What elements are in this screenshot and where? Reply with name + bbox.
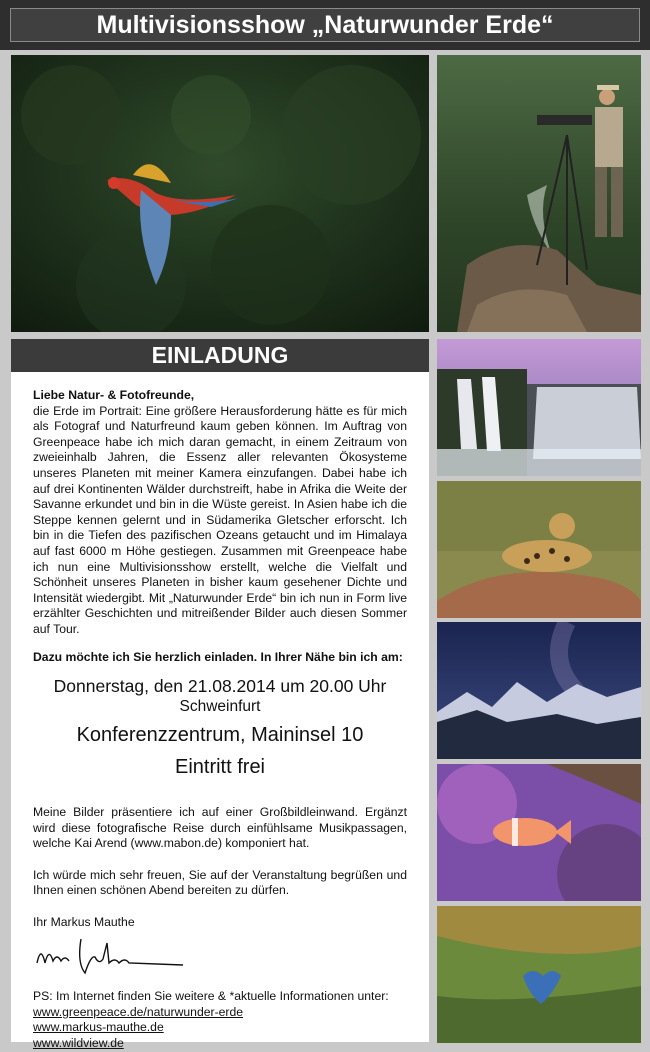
event-venue: Konferenzzentrum, Maininsel 10	[76, 724, 364, 747]
signature-image	[33, 933, 193, 981]
event-details	[33, 675, 407, 781]
event-city: Schweinfurt	[179, 698, 261, 716]
leopard-image	[437, 481, 641, 618]
event-date: Donnerstag, den 21.08.2014 um 20.00 Uhr	[53, 676, 387, 697]
aerial-image	[437, 906, 641, 1043]
signoff: Ihr Markus Mauthe	[33, 915, 135, 930]
mountains-photo	[437, 622, 641, 759]
link-greenpeace[interactable]: www.greenpeace.de/naturwunder-erde	[33, 1004, 244, 1019]
link-wildview[interactable]: www.wildview.de	[33, 1036, 124, 1051]
greeting: Liebe Natur- & Fotofreunde,	[33, 388, 195, 402]
photographer-image	[437, 55, 641, 332]
paragraph-music: Meine Bilder präsentiere ich auf einer Großbildleinwand. Ergänzt wird diese fotografische Reise durch einfühlsame Musikpassagen, welche Kai Arend (www.mabon.de) komponiert hat.	[33, 805, 407, 851]
invitation-body	[11, 372, 429, 1052]
waterfall-photo	[437, 339, 641, 476]
invitation-panel	[11, 339, 429, 1051]
mountains-image	[437, 622, 641, 759]
leopard-photo	[437, 481, 641, 618]
photographer-photo	[437, 55, 641, 332]
invite-line: Dazu möchte ich Sie herzlich einladen. In Ihrer Nähe bin ich am:	[33, 649, 403, 664]
macaw-image	[11, 55, 429, 332]
link-markus-mauthe[interactable]: www.markus-mauthe.de	[33, 1020, 164, 1035]
page-header	[0, 0, 650, 50]
ps-note: PS: Im Internet finden Sie weitere & *aktuelle Informationen unter:	[33, 989, 389, 1004]
intro-text: die Erde im Portrait: Eine größere Herausforderung hätte es für mich als Fotograf und Naturfreund kaum geben können. Im Auftrag von Greenpeace habe ich mich daran gemacht, in einem Zeitraum von zweieinhalb Jahren, die Essenz aller relevanten Ökosysteme unseres Planeten mit meiner Kamera einzufangen. Dabei habe ich auf drei Kontinenten Wälder durchstreift, habe in Afrika die Weite der Savanne erkundet und bin in die Wüste gereist. In Asien habe ich die Steppe kennen gelernt und in Südamerika Gletscher erforscht. Ich bin in die Tiefen des pazifischen Ozeans getaucht und im Himalaya auf fast 6000 m Höhe gestiegen. Zusammen mit Greenpeace habe ich nun eine Multivisionsshow erstellt, welche die Vielfalt und Schönheit unseres Planeten in bisher kaum gesehener Dichte und Intensität wiedergibt. Mit „Naturwunder Erde“ bin ich nun in Form live erzählter Geschichten und mitreißender Bilder auch diesen Sommer auf Tour.	[33, 403, 407, 636]
aerial-photo	[437, 906, 641, 1043]
macaw-photo	[11, 55, 429, 332]
links-list	[33, 1005, 407, 1052]
paragraph-closing: Ich würde mich sehr freuen, Sie auf der Veranstaltung begrüßen und Ihnen einen schönen Abend bereiten zu dürfen.	[33, 867, 407, 898]
invitation-heading: EINLADUNG	[11, 339, 429, 372]
waterfall-image	[437, 339, 641, 476]
clownfish-photo	[437, 764, 641, 901]
clownfish-image	[437, 764, 641, 901]
event-entry: Eintritt frei	[174, 756, 266, 779]
page-title: Multivisionsshow „Naturwunder Erde“	[10, 8, 640, 42]
